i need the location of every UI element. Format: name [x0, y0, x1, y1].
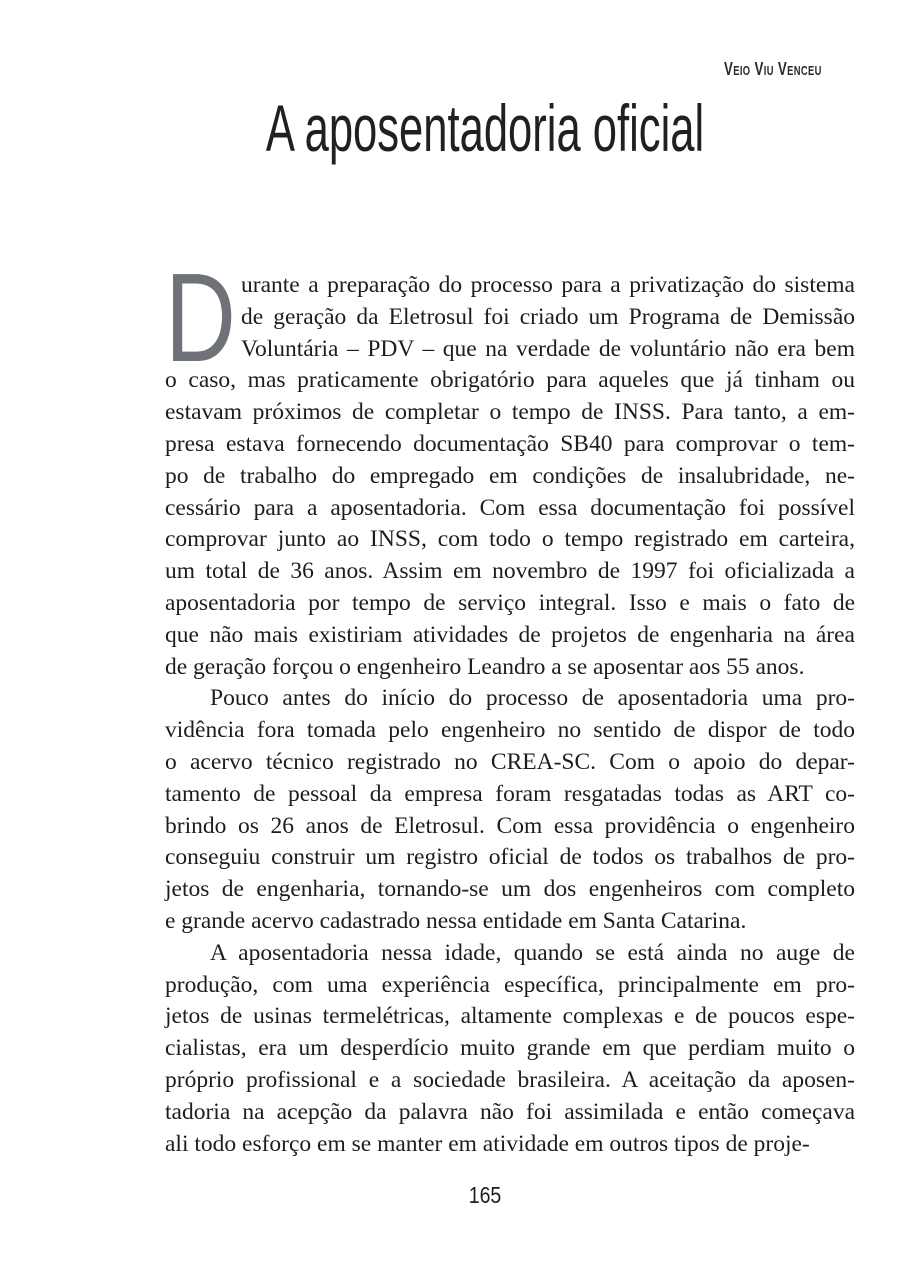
body-line: conseguiu construir um registro oficial de todos os trabalhos de pro- [165, 844, 855, 871]
body-line: tamento de pessoal da empresa foram resgatadas todas as ART co- [165, 780, 855, 807]
paragraph [165, 938, 855, 1161]
body-line: e grande acervo cadastrado nessa entidade em Santa Catarina. [165, 907, 747, 934]
paragraph [165, 247, 855, 683]
body-line: vidência fora tomada pelo engenheiro no sentido de dispor de todo [165, 717, 855, 744]
body-line: comprovar junto ao INSS, com todo o tempo registrado em carteira, [165, 526, 855, 553]
body-line: jetos de engenharia, tornando-se um dos engenheiros com completo [165, 876, 855, 903]
body-line: Voluntária – PDV – que na verdade de voluntário não era bem [241, 335, 855, 362]
body-text [165, 247, 855, 1160]
running-header: Veio Viu Venceu [724, 58, 822, 79]
body-line: brindo os 26 anos de Eletrosul. Com essa providência o engenheiro [165, 812, 855, 839]
body-line: de geração da Eletrosul foi criado um Programa de Demissão [241, 303, 855, 330]
body-line: o caso, mas praticamente obrigatório para aqueles que já tinham ou [165, 367, 855, 394]
body-line: jetos de usinas termelétricas, altamente complexas e de poucos espe- [165, 1003, 855, 1030]
body-line: o acervo técnico registrado no CREA-SC. Com o apoio do depar- [165, 748, 855, 775]
drop-cap: D [165, 247, 236, 388]
body-line: um total de 36 anos. Assim em novembro de 1997 foi oficializada a [165, 558, 855, 585]
body-line: po de trabalho do empregado em condições de insalubridade, ne- [165, 462, 855, 489]
chapter-title: A aposentadoria oficial [265, 91, 705, 165]
body-line: produção, com uma experiência específica, principalmente em pro- [165, 971, 855, 998]
body-line: tadoria na acepção da palavra não foi assimilada e então começava [165, 1098, 855, 1125]
body-line: aposentadoria por tempo de serviço integral. Isso e mais o fato de [165, 589, 855, 616]
body-line: próprio profissional e a sociedade brasileira. A aceitação da aposen- [165, 1066, 855, 1093]
body-line: cialistas, era um desperdício muito grande em que perdiam muito o [165, 1035, 855, 1062]
body-line: A aposentadoria nessa idade, quando se está ainda no auge de [210, 939, 855, 966]
body-line: cessário para a aposentadoria. Com essa documentação foi possível [165, 494, 855, 521]
body-line: urante a preparação do processo para a privatização do sistema [241, 272, 855, 298]
body-line: Pouco antes do início do processo de aposentadoria uma pro- [210, 685, 855, 712]
body-line: que não mais existiriam atividades de projetos de engenharia na área [165, 621, 855, 648]
body-line: de geração forçou o engenheiro Leandro a se aposentar aos 55 anos. [165, 653, 805, 680]
page-number: 165 [468, 1182, 502, 1208]
body-line: ali todo esforço em se manter em atividade em outros tipos de proje- [165, 1130, 810, 1157]
body-line: estavam próximos de completar o tempo de INSS. Para tanto, a em- [165, 399, 855, 426]
paragraph [165, 683, 855, 937]
body-line: presa estava fornecendo documentação SB40 para comprovar o tem- [165, 430, 855, 457]
